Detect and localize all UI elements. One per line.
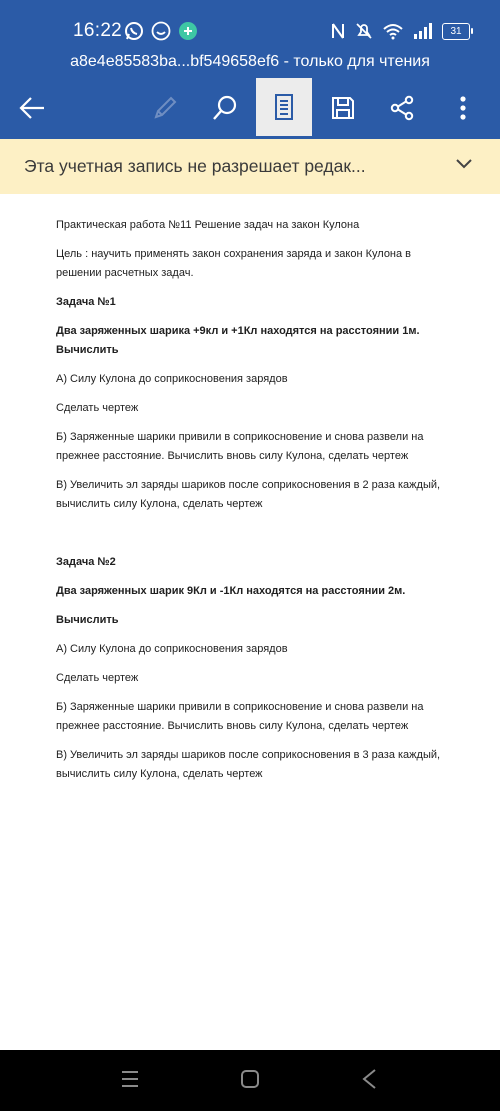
task1-part-b: Б) Заряженные шарики привили в соприкосновение и снова развели на прежнее расстояние. Вычислить вновь силу Кулона, сделать чертеж [56, 431, 424, 462]
back-nav-icon[interactable] [360, 1068, 380, 1090]
floppy-disk-icon [330, 95, 356, 121]
empty-paragraph [56, 524, 456, 543]
notification-icons [123, 18, 204, 44]
wifi-icon [382, 22, 404, 40]
nfc-icon [330, 22, 346, 40]
task2-statement: Два заряженных шарик 9Кл и -1Кл находятся на расстоянии 2м. [56, 585, 406, 597]
read-only-banner[interactable] [0, 139, 500, 194]
pencil-icon [152, 95, 178, 121]
task2-part-c: В) Увеличить эл заряды шариков после соприкосновения в 3 раза каждый, вычислить силу Кулона, сделать чертеж [56, 749, 441, 780]
task2-draw: Сделать чертеж [56, 672, 139, 684]
save-button[interactable] [315, 80, 371, 136]
share-icon [389, 95, 415, 121]
more-vertical-icon [459, 95, 467, 121]
task1-draw: Сделать чертеж [56, 402, 139, 414]
whatsapp-icon [123, 20, 145, 42]
toolbar [0, 80, 500, 136]
task2-heading: Задача №2 [56, 556, 116, 568]
task1-part-c: В) Увеличить эл заряды шариков после соприкосновения в 2 раза каждый, вычислить силу Кулона, сделать чертеж [56, 479, 441, 510]
task1-heading: Задача №1 [56, 296, 116, 308]
status-time: 16:22 [73, 20, 123, 41]
task2-part-a: А) Силу Кулона до соприкосновения зарядов [56, 643, 288, 655]
more-options-button[interactable] [435, 80, 491, 136]
back-button[interactable] [4, 80, 60, 136]
banner-text: Эта учетная запись не разрешает редак... [24, 156, 366, 176]
app-header [0, 0, 500, 139]
arrow-left-icon [18, 96, 46, 120]
doc-goal: Цель : научить применять закон сохранения заряда и закон Кулона в решении расчетных задач. [56, 248, 412, 279]
home-icon[interactable] [240, 1068, 260, 1090]
task2-part-b: Б) Заряженные шарики привили в соприкосновение и снова развели на прежнее расстояние. Вычислить вновь силу Кулона, сделать чертеж [56, 701, 424, 732]
mute-icon [354, 21, 374, 41]
task1-part-a: А) Силу Кулона до соприкосновения зарядов [56, 373, 288, 385]
document-body [56, 216, 456, 794]
recent-apps-icon[interactable] [120, 1068, 140, 1090]
signal-icon [412, 22, 434, 40]
reading-view-button[interactable] [256, 78, 312, 136]
smile-icon [150, 20, 172, 42]
doc-title: Практическая работа №11 Решение задач на закон Кулона [56, 219, 360, 231]
search-icon [212, 95, 238, 121]
status-bar [0, 0, 500, 50]
task2-compute: Вычислить [56, 614, 119, 626]
edit-button[interactable] [137, 80, 193, 136]
system-icons [322, 18, 470, 44]
chat-app-icon [177, 20, 199, 42]
reading-view-icon [273, 93, 295, 121]
document-title: a8e4e85583ba...bf549658ef6 - только для чтения [70, 53, 430, 70]
task1-statement: Два заряженных шарика +9кл и +1Кл находятся на расстоянии 1м. Вычислить [56, 325, 420, 356]
share-button[interactable] [374, 80, 430, 136]
system-nav-bar [0, 1050, 500, 1111]
chevron-down-icon[interactable] [455, 158, 473, 170]
search-button[interactable] [197, 80, 253, 136]
battery-icon [442, 23, 470, 40]
battery-level: 31 [450, 25, 462, 37]
